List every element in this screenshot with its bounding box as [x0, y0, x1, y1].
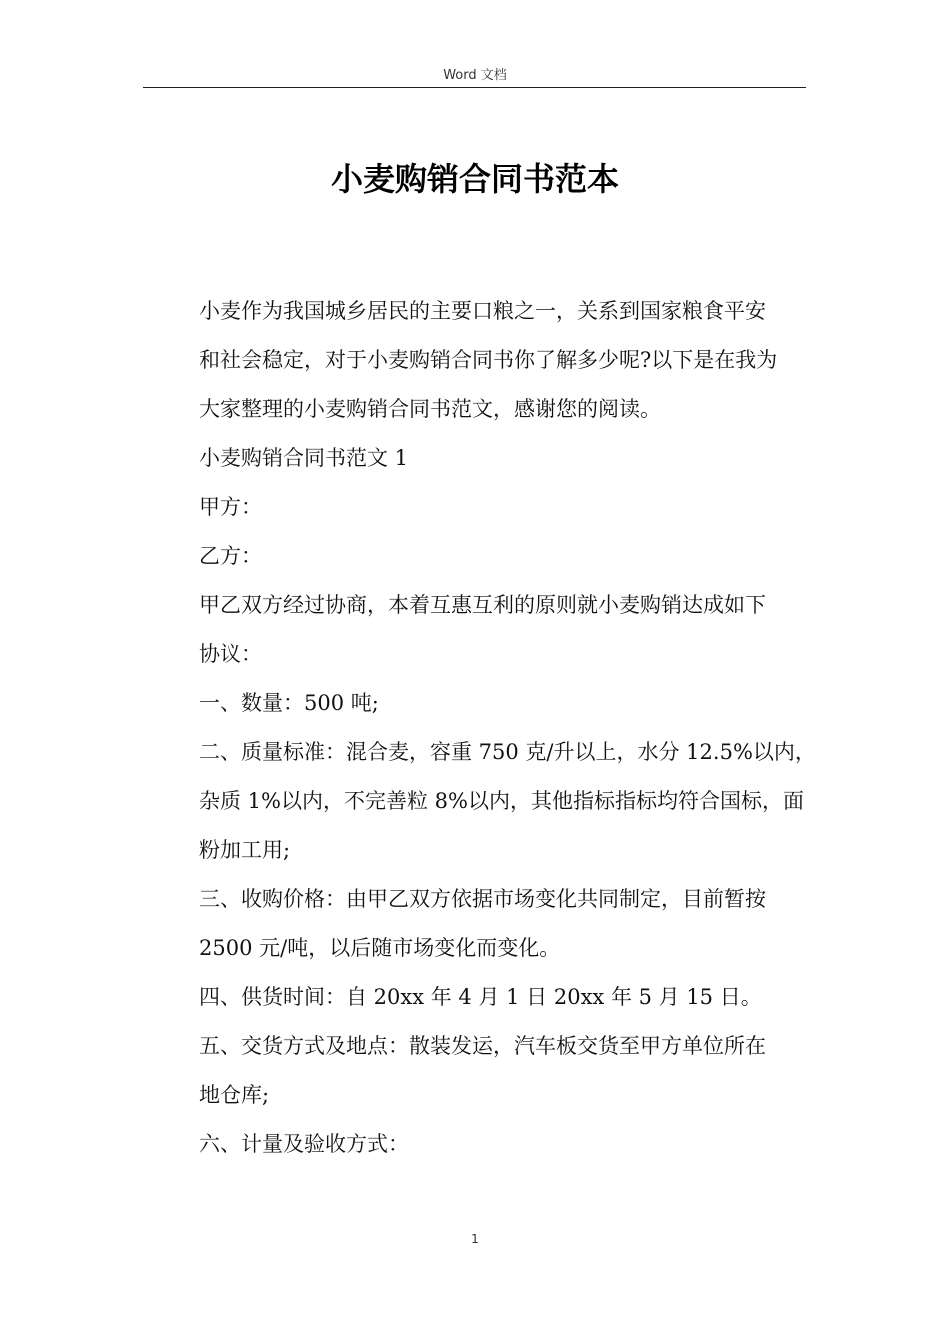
paragraph-line: 2500 元/吨，以后随市场变化而变化。 [199, 936, 561, 960]
paragraph-line: 大家整理的小麦购销合同书范文，感谢您的阅读。 [199, 397, 661, 421]
paragraph-agreement [178, 581, 818, 679]
paragraph-clause-delivery [178, 1022, 818, 1120]
paragraph-line: 小麦购销合同书范文 1 [199, 446, 409, 470]
paragraph-sample-heading [178, 434, 818, 483]
paragraph-line: 五、交货方式及地点：散装发运，汽车板交货至甲方单位所在 [199, 1034, 766, 1058]
document-title: 小麦购销合同书范本 [330, 160, 619, 198]
paragraph-clause-supply-time [178, 973, 818, 1022]
paragraph-line: 协议： [199, 642, 262, 666]
paragraph-line: 甲乙双方经过协商，本着互惠互利的原则就小麦购销达成如下 [199, 593, 766, 617]
paragraph-line: 甲方： [199, 495, 262, 519]
paragraph-line: 四、供货时间：自 20xx 年 4 月 1 日 20xx 年 5 月 15 日。 [199, 985, 762, 1009]
paragraph-line: 和社会稳定，对于小麦购销合同书你了解多少呢?以下是在我为 [199, 348, 778, 372]
header-divider [143, 87, 806, 88]
paragraph-clause-quality [178, 728, 818, 875]
paragraph-clause-price [178, 875, 818, 973]
paragraph-party-b [178, 532, 818, 581]
document-body [178, 287, 818, 1169]
paragraph-line: 二、质量标准：混合麦，容重 750 克/升以上，水分 12.5%以内， [199, 740, 816, 764]
paragraph-party-a [178, 483, 818, 532]
paragraph-line: 六、计量及验收方式： [199, 1132, 409, 1156]
page-header-label: Word 文档 [443, 68, 507, 83]
paragraph-line: 小麦作为我国城乡居民的主要口粮之一，关系到国家粮食平安 [199, 299, 766, 323]
paragraph-clause-quantity [178, 679, 818, 728]
paragraph-intro [178, 287, 818, 434]
paragraph-line: 乙方： [199, 544, 262, 568]
page-number: 1 [471, 1232, 479, 1246]
paragraph-line: 杂质 1%以内，不完善粒 8%以内，其他指标指标均符合国标，面 [199, 789, 804, 813]
paragraph-line: 地仓库; [199, 1083, 270, 1107]
paragraph-line: 粉加工用; [199, 838, 291, 862]
paragraph-clause-measurement [178, 1120, 818, 1169]
paragraph-line: 一、数量：500 吨; [199, 691, 379, 715]
paragraph-line: 三、收购价格：由甲乙双方依据市场变化共同制定，目前暂按 [199, 887, 766, 911]
